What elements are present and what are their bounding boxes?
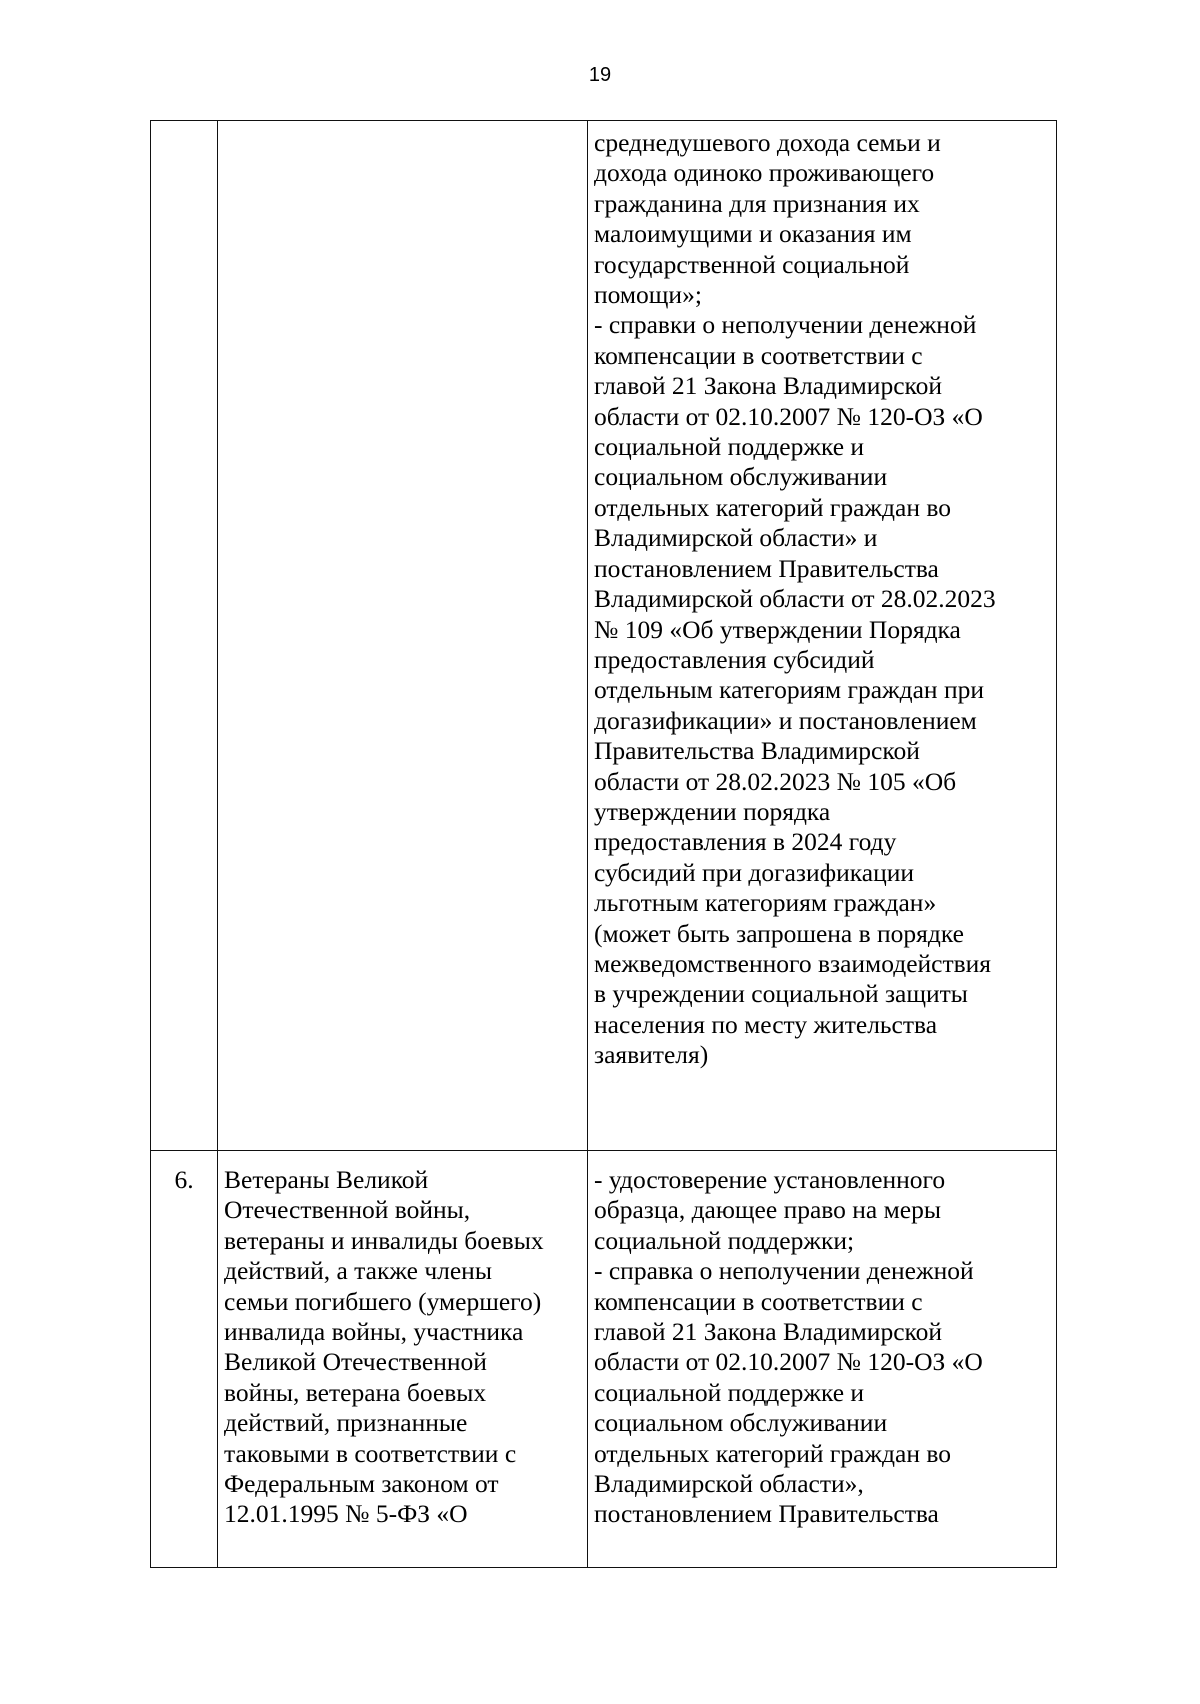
row-number-cell <box>151 1151 218 1568</box>
text-line: помощи»; <box>594 280 702 310</box>
text-line: предоставления в 2024 году <box>594 827 897 857</box>
text-line: Владимирской области» и <box>594 523 878 553</box>
text-line: - справки о неполучении денежной <box>594 310 977 340</box>
text-line: Федеральным законом от <box>224 1469 499 1499</box>
text-line: компенсации в соответствии с <box>594 1286 923 1316</box>
documents-cell <box>588 1151 1057 1568</box>
text-line: утверждении порядка <box>594 796 831 826</box>
text-line: межведомственного взаимодействия <box>594 948 992 978</box>
text-line: действий, признанные <box>224 1408 468 1438</box>
text-line: социальном обслуживании <box>594 462 888 492</box>
text-line: постановлением Правительства <box>594 553 939 583</box>
text-line: (может быть запрошена в порядке <box>594 918 964 948</box>
text-line: дохода одиноко проживающего <box>594 158 935 188</box>
row-number: 6. <box>174 1165 194 1194</box>
text-line: Ветераны Великой <box>224 1165 429 1194</box>
text-line: области от 02.10.2007 № 120-ОЗ «О <box>594 401 983 431</box>
category-cell <box>218 1151 588 1568</box>
text-line: - удостоверение установленного <box>594 1165 946 1194</box>
text-line: социальной поддержке и <box>594 432 865 462</box>
category-cell <box>218 121 588 1151</box>
text-line: образца, дающее право на меры <box>594 1195 941 1225</box>
text-line: заявителя) <box>594 1040 709 1070</box>
text-line: отдельным категориям граждан при <box>594 675 984 705</box>
category-text <box>224 1165 587 1530</box>
page-number: 19 <box>588 64 612 86</box>
text-line: отдельных категорий граждан во <box>594 1438 951 1468</box>
text-line: социальной поддержке и <box>594 1377 865 1407</box>
text-line: действий, а также члены <box>224 1256 492 1286</box>
text-line: Правительства Владимирской <box>594 736 920 766</box>
text-line: компенсации в соответствии с <box>594 340 923 370</box>
text-line: 12.01.1995 № 5-ФЗ «О <box>224 1499 468 1529</box>
text-line: области от 02.10.2007 № 120-ОЗ «О <box>594 1347 983 1377</box>
text-line: таковыми в соответствии с <box>224 1438 517 1468</box>
text-line: войны, ветерана боевых <box>224 1377 487 1407</box>
text-line: гражданина для признания их <box>594 188 920 218</box>
text-line: - справка о неполучении денежной <box>594 1256 974 1286</box>
text-line: главой 21 Закона Владимирской <box>594 371 943 401</box>
table-row <box>151 1151 1057 1568</box>
text-line: социальном обслуживании <box>594 1408 888 1438</box>
documents-table <box>150 120 1057 1568</box>
text-line: догазификации» и постановлением <box>594 705 977 735</box>
table-row <box>151 121 1057 1151</box>
documents-text <box>594 1165 1056 1530</box>
text-line: отдельных категорий граждан во <box>594 492 951 522</box>
text-line: Отечественной войны, <box>224 1195 471 1225</box>
text-line: области от 28.02.2023 № 105 «Об <box>594 766 957 796</box>
text-line: инвалида войны, участника <box>224 1317 524 1347</box>
text-line: постановлением Правительства <box>594 1499 939 1529</box>
text-line: среднедушевого дохода семьи и <box>594 128 941 157</box>
text-line: ветераны и инвалиды боевых <box>224 1225 544 1255</box>
text-line: Владимирской области», <box>594 1469 864 1499</box>
text-line: малоимущими и оказания им <box>594 219 912 249</box>
text-line: главой 21 Закона Владимирской <box>594 1317 943 1347</box>
text-line: предоставления субсидий <box>594 644 875 674</box>
text-line: социальной поддержки; <box>594 1225 855 1255</box>
text-line: семьи погибшего (умершего) <box>224 1286 542 1316</box>
text-line: государственной социальной <box>594 249 910 279</box>
documents-text <box>594 128 1056 1071</box>
text-line: субсидий при догазификации <box>594 857 915 887</box>
text-line: Великой Отечественной <box>224 1347 487 1377</box>
documents-cell <box>588 121 1057 1151</box>
text-line: льготным категориям граждан» <box>594 888 937 918</box>
text-line: в учреждении социальной защиты <box>594 979 968 1009</box>
text-line: Владимирской области от 28.02.2023 <box>594 584 996 614</box>
text-line: № 109 «Об утверждении Порядка <box>594 614 961 644</box>
text-line: населения по месту жительства <box>594 1009 938 1039</box>
row-number-cell <box>151 121 218 1151</box>
